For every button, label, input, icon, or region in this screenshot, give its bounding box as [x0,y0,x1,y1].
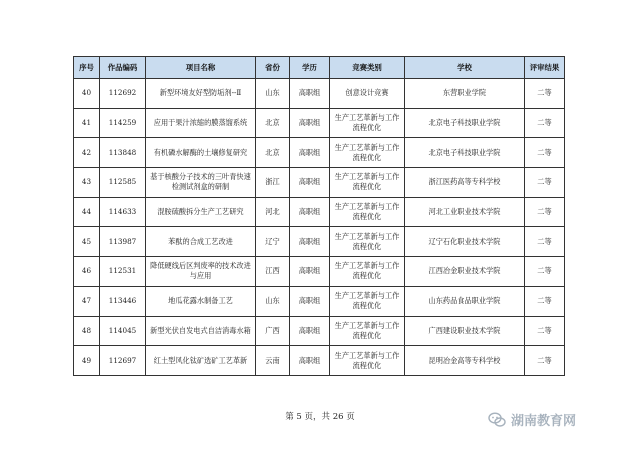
cell-category: 创意设计竞赛 [330,79,405,109]
cell-level: 高职组 [290,286,330,316]
table-row [74,108,565,138]
cell-serial: 40 [74,79,100,109]
cell-result: 二等 [525,108,565,138]
cell-code: 113848 [100,138,146,168]
cell-category: 生产工艺革新与工作流程优化 [330,257,405,287]
cell-result: 二等 [525,168,565,198]
cell-category: 生产工艺革新与工作流程优化 [330,227,405,257]
table-row [74,286,565,316]
cell-school: 山东药品食品职业学院 [405,286,525,316]
cell-category: 生产工艺革新与工作流程优化 [330,286,405,316]
cell-project-name: 基于核酸分子技术的三叶青快速检测试剂盒的研制 [146,168,256,198]
table-row [74,168,565,198]
cell-province: 山东 [256,79,290,109]
cell-school: 北京电子科技职业学院 [405,138,525,168]
watermark [488,410,576,429]
cell-school: 浙江医药高等专科学校 [405,168,525,198]
cell-school: 昆明冶金高等专科学校 [405,346,525,376]
table-row [74,138,565,168]
cell-result: 二等 [525,227,565,257]
cell-province: 北京 [256,138,290,168]
header-result: 评审结果 [525,57,565,79]
cell-project-name: 新型环境友好型防垢剂--Ⅱ [146,79,256,109]
cell-category: 生产工艺革新与工作流程优化 [330,138,405,168]
cell-result: 二等 [525,138,565,168]
watermark-text: 湖南教育网 [511,414,577,429]
cell-category: 生产工艺革新与工作流程优化 [330,108,405,138]
header-province: 省份 [256,57,290,79]
cell-level: 高职组 [290,79,330,109]
header-school: 学校 [405,57,525,79]
cell-code: 112697 [100,346,146,376]
table-row [74,346,565,376]
cell-result: 二等 [525,346,565,376]
cell-level: 高职组 [290,108,330,138]
cell-serial: 49 [74,346,100,376]
header-project-name: 项目名称 [146,57,256,79]
cell-result: 二等 [525,79,565,109]
cell-project-name: 有机磷水解酶的土壤修复研究 [146,138,256,168]
cell-result: 二等 [525,286,565,316]
cell-serial: 43 [74,168,100,198]
cell-serial: 44 [74,197,100,227]
cell-code: 112585 [100,168,146,198]
cell-category: 生产工艺革新与工作流程优化 [330,168,405,198]
cell-school: 辽宁石化职业技术学院 [405,227,525,257]
cell-project-name: 混胺硫酸拆分生产工艺研究 [146,197,256,227]
table-row [74,257,565,287]
cell-code: 112692 [100,79,146,109]
cell-code: 113987 [100,227,146,257]
cell-project-name: 苯酞的合成工艺改进 [146,227,256,257]
table-row [74,79,565,109]
cell-code: 114259 [100,108,146,138]
cell-code: 113446 [100,286,146,316]
header-serial: 序号 [74,57,100,79]
cell-province: 北京 [256,108,290,138]
table-header-row [74,57,565,79]
cell-school: 北京电子科技职业学院 [405,108,525,138]
header-category: 竞赛类别 [330,57,405,79]
cell-category: 生产工艺革新与工作流程优化 [330,346,405,376]
award-table [73,56,565,376]
cell-project-name: 地瓜花露水制备工艺 [146,286,256,316]
table-row [74,316,565,346]
cell-province: 浙江 [256,168,290,198]
table-row [74,197,565,227]
cell-result: 二等 [525,197,565,227]
cell-result: 二等 [525,316,565,346]
cell-project-name: 降低硬线后区判废率的技术改进与应用 [146,257,256,287]
cell-project-name: 新型光伏自发电式自洁消毒水箱 [146,316,256,346]
cell-level: 高职组 [290,227,330,257]
cell-serial: 48 [74,316,100,346]
cell-serial: 42 [74,138,100,168]
cell-serial: 47 [74,286,100,316]
cell-level: 高职组 [290,138,330,168]
cell-level: 高职组 [290,197,330,227]
cell-serial: 45 [74,227,100,257]
cell-province: 云南 [256,346,290,376]
table-row [74,227,565,257]
header-level: 学历 [290,57,330,79]
cell-project-name: 红土型风化钛矿选矿工艺革新 [146,346,256,376]
cell-level: 高职组 [290,168,330,198]
cell-level: 高职组 [290,346,330,376]
cell-province: 江西 [256,257,290,287]
cell-school: 江西冶金职业技术学院 [405,257,525,287]
cell-level: 高职组 [290,257,330,287]
cell-result: 二等 [525,257,565,287]
cell-category: 生产工艺革新与工作流程优化 [330,197,405,227]
cell-serial: 46 [74,257,100,287]
cell-code: 112531 [100,257,146,287]
cell-code: 114633 [100,197,146,227]
header-code: 作品编码 [100,57,146,79]
cell-province: 广西 [256,316,290,346]
cell-project-name: 应用于果汁浓缩的膜蒸馏系统 [146,108,256,138]
cell-code: 114045 [100,316,146,346]
cell-province: 河北 [256,197,290,227]
page-footer: 第 5 页，共 26 页 [285,412,355,422]
cell-school: 河北工业职业技术学院 [405,197,525,227]
cell-province: 辽宁 [256,227,290,257]
cell-serial: 41 [74,108,100,138]
cell-school: 东营职业学院 [405,79,525,109]
cell-school: 广西建设职业技术学院 [405,316,525,346]
cell-level: 高职组 [290,316,330,346]
cell-category: 生产工艺革新与工作流程优化 [330,316,405,346]
wechat-icon [488,412,506,428]
cell-province: 山东 [256,286,290,316]
